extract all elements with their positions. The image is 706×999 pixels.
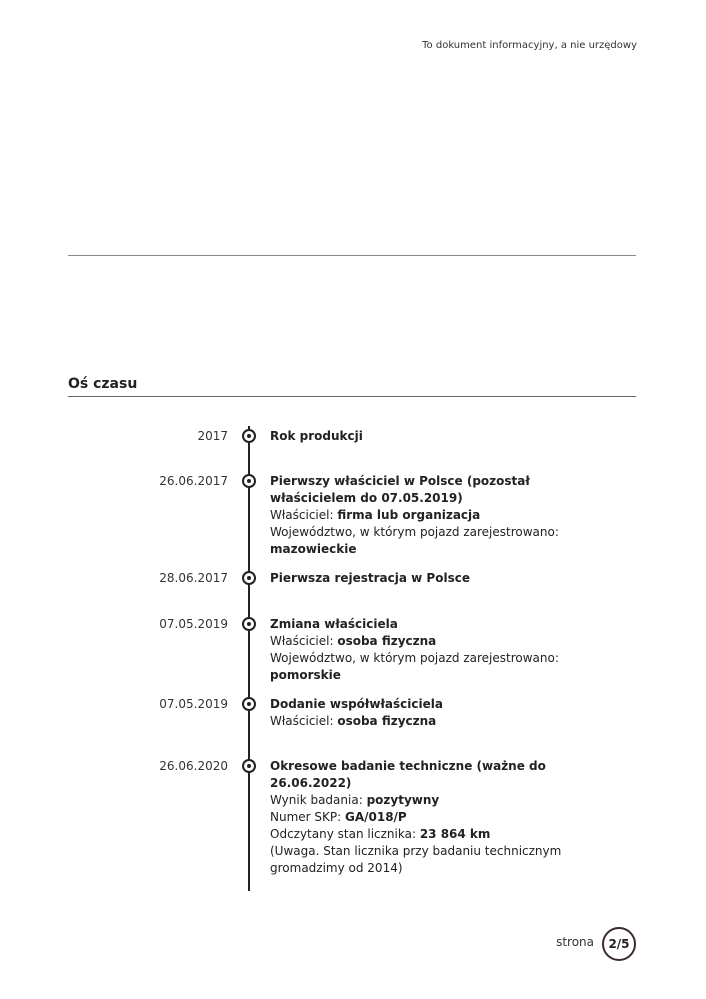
event-title: Dodanie współwłaściciela	[270, 697, 443, 711]
detail-value: pozytywny	[366, 793, 440, 807]
detail-label: (Uwaga. Stan licznika przy badaniu technicznym gromadzimy od 2014)	[270, 844, 562, 875]
detail-value: 23 864 km	[419, 827, 491, 841]
detail-label: Województwo, w którym pojazd zarejestrowano:	[270, 651, 559, 665]
timeline-dot-icon	[242, 759, 256, 773]
timeline-line	[248, 426, 250, 891]
section-divider	[68, 396, 636, 397]
detail-value: firma lub organizacja	[337, 508, 481, 522]
detail-label: Wynik badania:	[270, 793, 367, 807]
top-divider	[68, 255, 636, 256]
event-detail	[270, 507, 615, 524]
event-date: 07.05.2019	[159, 697, 228, 711]
detail-value: GA/018/P	[344, 810, 407, 824]
section-title: Oś czasu	[68, 376, 138, 392]
event-detail	[270, 633, 615, 650]
event-content	[270, 428, 615, 445]
event-content	[270, 758, 615, 877]
detail-label: Odczytany stan licznika:	[270, 827, 420, 841]
event-detail	[270, 650, 615, 684]
event-detail	[270, 826, 615, 843]
event-date: 28.06.2017	[159, 571, 228, 585]
detail-value: osoba fizyczna	[337, 714, 437, 728]
event-content	[270, 570, 615, 587]
event-date: 26.06.2017	[159, 474, 228, 488]
event-date: 07.05.2019	[159, 617, 228, 631]
event-detail	[270, 524, 615, 558]
timeline-dot-icon	[242, 429, 256, 443]
event-title: Okresowe badanie techniczne (ważne do 26.06.2022)	[270, 759, 546, 790]
page-number-badge: 2/5	[602, 927, 636, 961]
event-detail	[270, 843, 615, 877]
detail-value: pomorskie	[270, 668, 341, 682]
timeline-dot-icon	[242, 571, 256, 585]
event-title: Zmiana właściciela	[270, 617, 398, 631]
event-detail	[270, 792, 615, 809]
timeline-dot-icon	[242, 617, 256, 631]
timeline-dot-icon	[242, 474, 256, 488]
detail-label: Właściciel:	[270, 634, 338, 648]
event-title: Pierwszy właściciel w Polsce (pozostał właścicielem do 07.05.2019)	[270, 474, 530, 505]
page-label: strona	[556, 935, 594, 949]
event-detail	[270, 809, 615, 826]
detail-value: osoba fizyczna	[337, 634, 437, 648]
disclaimer: To dokument informacyjny, a nie urzędowy	[422, 40, 637, 51]
event-date: 26.06.2020	[159, 759, 228, 773]
detail-value: mazowieckie	[270, 542, 357, 556]
event-content	[270, 473, 615, 558]
detail-label: Województwo, w którym pojazd zarejestrowano:	[270, 525, 559, 539]
event-content	[270, 696, 615, 730]
event-date: 2017	[197, 429, 228, 443]
event-detail	[270, 713, 615, 730]
event-title: Pierwsza rejestracja w Polsce	[270, 571, 470, 585]
detail-label: Numer SKP:	[270, 810, 345, 824]
detail-label: Właściciel:	[270, 508, 338, 522]
timeline-dot-icon	[242, 697, 256, 711]
event-content	[270, 616, 615, 684]
detail-label: Właściciel:	[270, 714, 338, 728]
event-title: Rok produkcji	[270, 429, 363, 443]
